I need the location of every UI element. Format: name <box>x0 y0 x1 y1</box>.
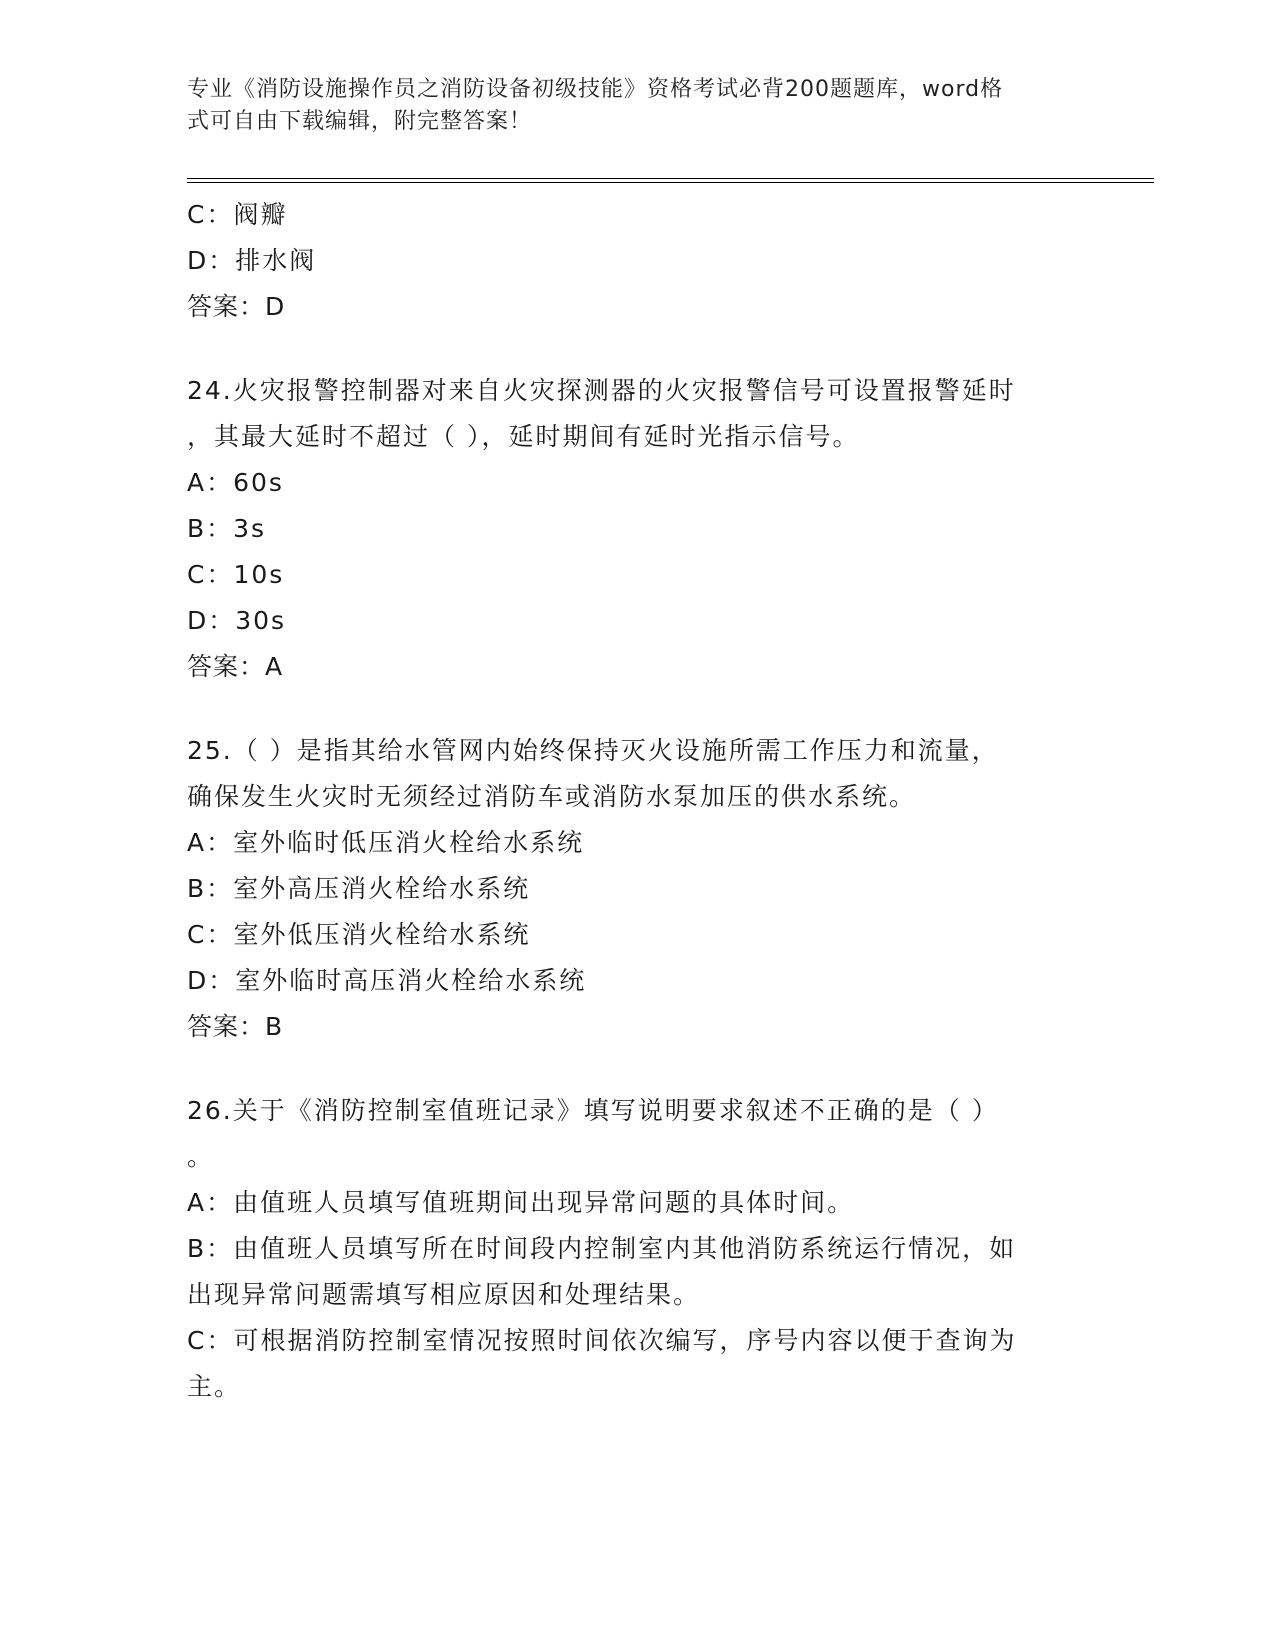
option-a: A：60s <box>187 468 284 497</box>
option-c-line-2: 主。 <box>187 1372 242 1401</box>
option-b: B：室外高压消火栓给水系统 <box>187 874 531 903</box>
option-d: D：排水阀 <box>187 246 317 275</box>
option-b-line-2: 出现异常问题需填写相应原因和处理结果。 <box>187 1280 701 1309</box>
answer: 答案：A <box>187 652 284 681</box>
question-25 <box>187 728 1087 1050</box>
answer: 答案：D <box>187 292 286 321</box>
option-b: B：3s <box>187 514 267 543</box>
header-divider-bottom <box>187 182 1154 183</box>
option-d: D：30s <box>187 606 287 635</box>
document-header <box>187 74 1087 138</box>
document-body <box>187 192 1087 1410</box>
option-a: A：由值班人员填写值班期间出现异常问题的具体时间。 <box>187 1188 855 1217</box>
question-text-line-1: 26.关于《消防控制室值班记录》填写说明要求叙述不正确的是（ ） <box>187 1096 999 1125</box>
option-c: C：阀瓣 <box>187 200 288 229</box>
option-c: C：10s <box>187 560 285 589</box>
question-26 <box>187 1088 1087 1410</box>
option-c: C：室外低压消火栓给水系统 <box>187 920 531 949</box>
option-c-line-1: C：可根据消防控制室情况按照时间依次编写，序号内容以便于查询为 <box>187 1326 1017 1355</box>
option-d: D：室外临时高压消火栓给水系统 <box>187 966 587 995</box>
header-line-1: 专业《消防设施操作员之消防设备初级技能》资格考试必背200题题库，word格 <box>187 77 1004 102</box>
question-text-line-2: ，其最大延时不超过（ ），延时期间有延时光指示信号。 <box>187 422 860 451</box>
option-b-line-1: B：由值班人员填写所在时间段内控制室内其他消防系统运行情况，如 <box>187 1234 1017 1263</box>
question-text-line-1: 25.（ ）是指其给水管网内始终保持灭火设施所需工作压力和流量， <box>187 736 999 765</box>
header-line-2: 式可自由下载编辑，附完整答案！ <box>187 109 533 134</box>
option-a: A：室外临时低压消火栓给水系统 <box>187 828 585 857</box>
answer: 答案：B <box>187 1012 284 1041</box>
header-divider-top <box>187 178 1154 179</box>
question-23-tail <box>187 192 1087 330</box>
question-text-line-2: 确保发生火灾时无须经过消防车或消防水泵加压的供水系统。 <box>187 782 917 811</box>
question-24 <box>187 368 1087 690</box>
question-text-line-2: 。 <box>187 1142 215 1171</box>
question-text-line-1: 24.火灾报警控制器对来自火灾探测器的火灾报警信号可设置报警延时 <box>187 376 1016 405</box>
